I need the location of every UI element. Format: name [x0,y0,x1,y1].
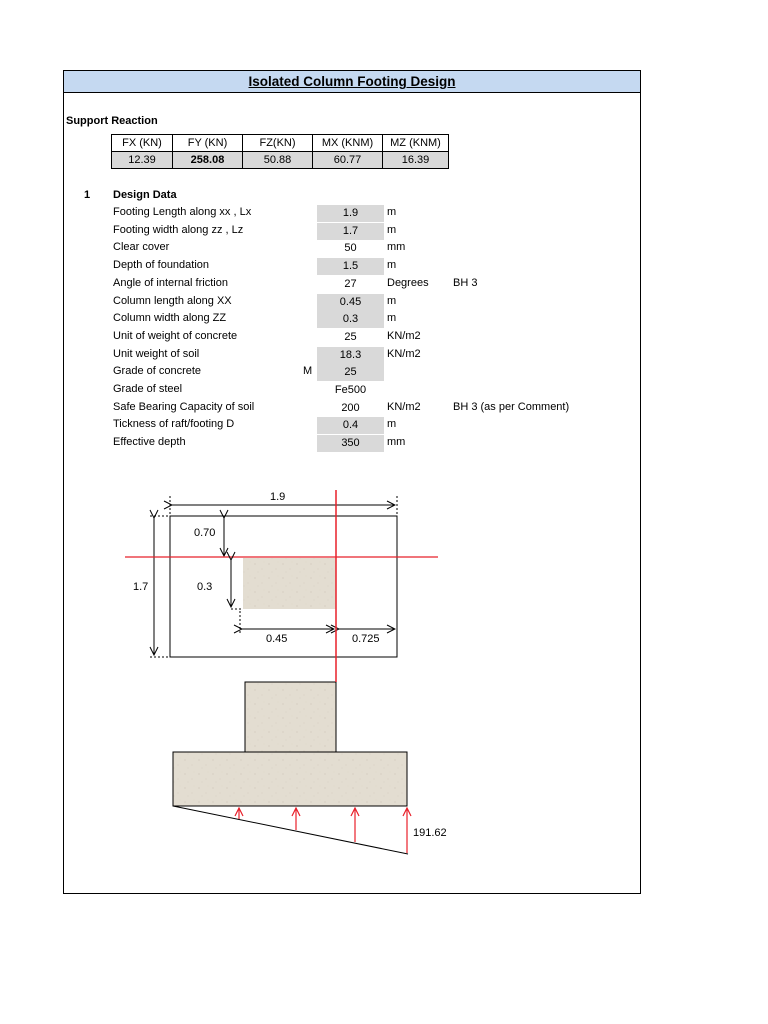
design-data-label: Grade of steel [113,383,183,395]
column-header: MX (KNM) [313,135,383,152]
column-plan [243,558,336,609]
design-data-unit: m [387,418,397,431]
column-header: MZ (KNM) [383,135,449,152]
design-data-value: 50 [344,242,357,255]
design-data-unit: m [387,223,397,236]
design-data-label: Unit of weight of concrete [113,329,238,342]
design-data-value: 27 [344,277,357,290]
design-data-label: Unit weight of soil [113,347,200,360]
design-data-value: 18.3 [317,347,384,364]
width-dimension-label: 1.7 [133,581,149,593]
design-data-label: Footing Length along xx , Lx [113,206,252,218]
design-data-value: 350 [317,435,384,452]
design-data-unit: Degrees [387,276,429,289]
design-data-label: Column length along XX [113,294,232,307]
design-data-label: Column width along ZZ [113,312,227,325]
design-data-unit: KN/m2 [387,347,421,360]
page-title: Isolated Column Footing Design [248,74,456,89]
design-data-value: 25 [344,330,357,343]
column-header: FZ(KN) [243,135,313,152]
design-data-value: 1.9 [317,205,384,222]
design-data-value: 0.4 [317,417,384,434]
table-cell: 258.08 [173,152,243,169]
design-data-unit: mm [387,436,406,449]
column-elevation [245,682,336,752]
design-data-unit: KN/m2 [387,400,421,413]
design-data-label: Clear cover [113,241,170,254]
design-data-value: Fe500 [334,384,367,396]
design-data-unit: mm [387,241,406,254]
table-cell: 60.77 [313,152,383,169]
right-offset-label: 0.725 [352,633,380,645]
support-reaction-heading: Support Reaction [66,115,158,127]
section-number: 1 [84,189,91,201]
design-data-unit: m [387,294,397,307]
design-data-label: Tickness of raft/footing D [113,418,235,431]
design-data-label: Footing width along zz , Lz [113,223,244,236]
table-cell: 16.39 [383,152,449,169]
design-data-value: 1.7 [317,223,384,240]
design-data-value: 0.45 [317,294,384,311]
pressure-diagram-line [173,806,408,854]
length-dimension-label: 1.9 [270,491,286,503]
design-data-unit: m [387,206,397,218]
top-offset-label: 0.70 [194,527,216,539]
design-data-unit: m [387,259,397,272]
design-data-remark: BH 3 (as per Comment) [453,400,570,413]
design-data-prefix: M [303,365,313,378]
design-data-label: Angle of internal friction [113,276,228,289]
design-data-label: Grade of concrete [113,365,202,378]
design-data-unit: m [387,312,397,325]
footing-elevation [173,752,407,806]
column-length-label: 0.45 [266,633,288,645]
design-data-heading: Design Data [113,189,177,201]
design-data-label: Depth of foundation [113,259,210,272]
design-data-value: 0.3 [317,311,384,328]
design-data-label: Safe Bearing Capacity of soil [113,400,255,413]
column-header: FX (KN) [112,135,173,152]
design-data-value: 25 [317,364,384,381]
table-cell: 50.88 [243,152,313,169]
table-cell: 12.39 [112,152,173,169]
design-data-value: 1.5 [317,258,384,275]
pressure-value-label: 191.62 [413,827,447,839]
design-data-remark: BH 3 [453,276,478,289]
design-data-label: Effective depth [113,436,186,449]
design-data-unit: KN/m2 [387,329,421,342]
design-data-value: 200 [341,401,360,414]
column-header: FY (KN) [173,135,243,152]
column-width-label: 0.3 [197,581,213,593]
